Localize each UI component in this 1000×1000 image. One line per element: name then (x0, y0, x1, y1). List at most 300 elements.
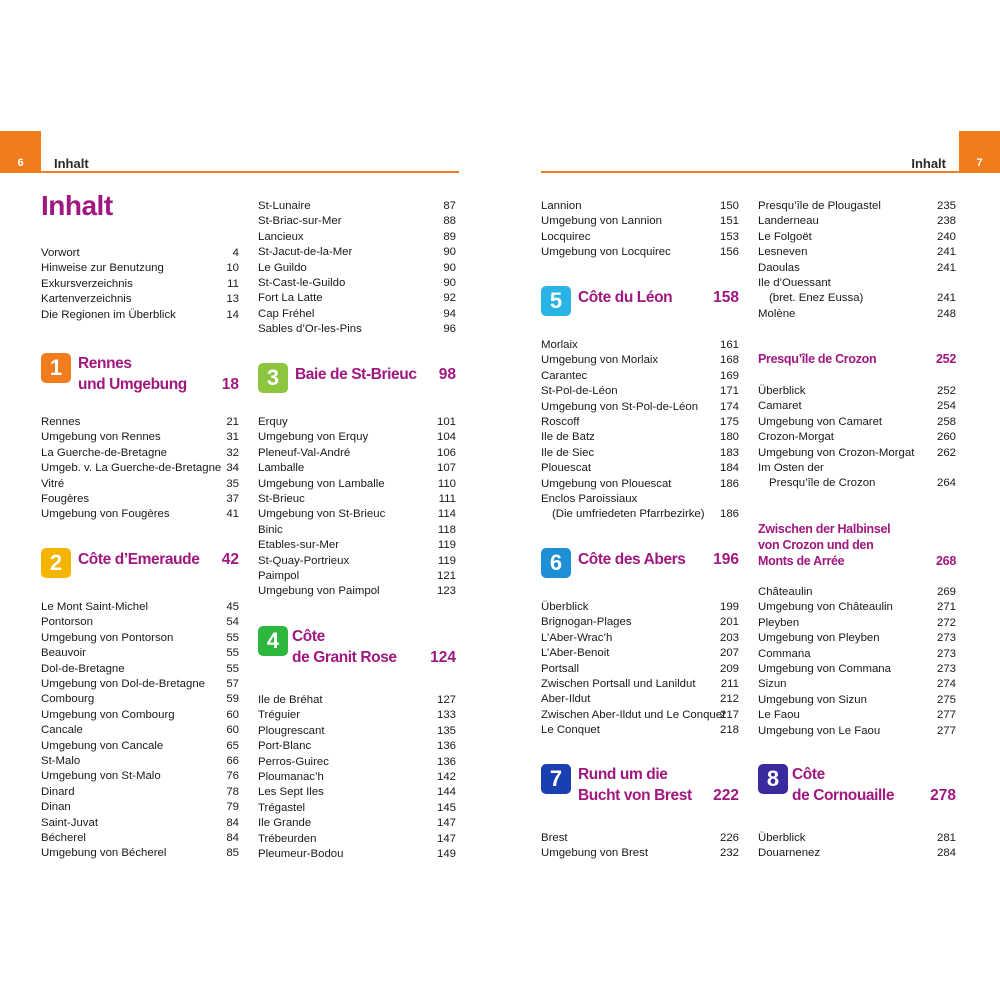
toc-entry-page: 104 (436, 431, 456, 444)
toc-entry[interactable] (758, 460, 956, 476)
toc-entry-title: Überblick (541, 601, 589, 613)
toc-entry[interactable] (541, 476, 739, 492)
toc-entry-title: Lesneven (758, 246, 808, 259)
toc-entry-title: Enclos Paroissiaux (541, 493, 638, 505)
header-title-right: Inhalt (911, 156, 946, 171)
toc-entry-page: 262 (936, 446, 956, 459)
toc-entry-page: 88 (443, 215, 456, 228)
toc-entry[interactable] (41, 676, 239, 692)
toc-entry-title: Les Sept Iles (258, 786, 324, 799)
toc-entry[interactable] (258, 306, 456, 322)
toc-entry[interactable] (258, 476, 456, 492)
toc-entry-title: Brest (541, 832, 568, 844)
toc-entry-page: 89 (443, 230, 456, 243)
chapter-title-line-2: Bucht von Brest (578, 787, 692, 804)
toc-entry[interactable] (258, 522, 456, 538)
toc-entry-title: Dinard (41, 785, 75, 798)
toc-entry-page: 21 (226, 416, 239, 428)
toc-entry-title: Umgebung von Lamballe (258, 477, 385, 490)
toc-entry[interactable] (541, 676, 739, 692)
toc-entry[interactable] (258, 831, 456, 847)
toc-entry-title: Douarnenez (758, 847, 821, 860)
toc-entry[interactable] (541, 614, 739, 630)
toc-entry[interactable] (258, 723, 456, 739)
toc-entry[interactable] (258, 244, 456, 260)
toc-entry-title: Umgebung von Pontorson (41, 631, 174, 644)
toc-entry-title: Umgebung von Camaret (758, 415, 883, 428)
toc-entry[interactable] (258, 229, 456, 245)
toc-entry-title: Binic (258, 523, 283, 536)
toc-entry-title: Umgebung von St-Brieuc (258, 508, 386, 521)
toc-entry-title: Cap Fréhel (258, 307, 315, 320)
chapter-title-line-1: Côte d’Emeraude (78, 551, 200, 568)
chapter-title-line-1: Côte du Léon (578, 289, 673, 306)
toc-entry[interactable] (758, 599, 956, 615)
toc-entry-page: 123 (436, 585, 456, 598)
chapter-title-line-1: Rund um die (578, 766, 668, 783)
toc-entry[interactable] (541, 630, 739, 646)
toc-column-2 (258, 0, 456, 1000)
toc-entry-page: 258 (936, 415, 956, 428)
toc-entry[interactable] (758, 244, 956, 260)
toc-entry-title: Aber-Ildut (541, 693, 591, 706)
toc-entry-title: Presqu’île de Crozon (769, 477, 876, 490)
toc-entry[interactable] (41, 506, 239, 522)
toc-entry-page: 90 (443, 277, 456, 289)
chapter-heading-3[interactable] (258, 363, 456, 413)
toc-entry-title: Commana (758, 647, 811, 660)
toc-entry[interactable] (541, 845, 739, 861)
toc-entry-title: (Die umfriedeten Pfarrbezirke) (552, 508, 705, 521)
subregion-page: 268 (936, 554, 956, 568)
toc-entry-page: 269 (936, 586, 956, 598)
toc-entry-page: 156 (719, 246, 739, 259)
toc-entry-title: Umgebung von Bécherel (41, 847, 167, 860)
chapter-heading-4[interactable] (258, 626, 456, 676)
toc-entry[interactable] (758, 475, 956, 491)
toc-entry[interactable] (41, 260, 239, 276)
toc-entry-page: 133 (436, 709, 456, 722)
toc-entry-title: Vorwort (41, 247, 80, 259)
toc-entry-page: 149 (436, 848, 456, 860)
toc-entry-title: Umgebung von Plouescat (541, 477, 672, 490)
toc-entry-page: 121 (436, 570, 456, 582)
toc-entry-title: Carantec (541, 369, 588, 382)
subregion-heading-crozon[interactable] (758, 351, 956, 367)
chapter-number-badge: 7 (541, 764, 571, 794)
toc-entry-title: Umgebung von Le Faou (758, 724, 881, 737)
toc-entry-title: Plougrescant (258, 724, 325, 737)
toc-entry[interactable] (758, 229, 956, 245)
toc-entry[interactable] (258, 460, 456, 476)
toc-entry[interactable] (541, 661, 739, 677)
toc-entry-title: Ploumanac’h (258, 771, 324, 783)
toc-entry-page: 241 (936, 292, 956, 305)
toc-entry[interactable] (758, 445, 956, 461)
toc-entry[interactable] (541, 399, 739, 415)
toc-entry-page: 201 (719, 616, 739, 629)
toc-entry[interactable] (41, 291, 239, 307)
chapter-heading-2[interactable] (41, 548, 239, 598)
subregion-title-line-3: Monts de Arrée (758, 554, 845, 568)
toc-entry[interactable] (41, 645, 239, 661)
toc-entry[interactable] (758, 260, 956, 276)
toc-entry[interactable] (41, 445, 239, 461)
toc-entry[interactable] (758, 213, 956, 229)
toc-entry[interactable] (541, 429, 739, 445)
toc-entry[interactable] (758, 383, 956, 399)
toc-entry-title: Überblick (758, 385, 806, 397)
toc-entry-title: Pleumeur-Bodou (258, 848, 344, 860)
toc-entry[interactable] (541, 722, 739, 738)
subregion-heading-arree[interactable] (758, 521, 956, 569)
chapter-title-line-1: Rennes (78, 355, 132, 372)
toc-entry-page: 169 (719, 369, 739, 382)
toc-entry-page: 274 (936, 678, 956, 691)
toc-entry-title: Umgebung von Erquy (258, 431, 369, 444)
toc-entry[interactable] (258, 769, 456, 785)
toc-entry[interactable] (541, 707, 739, 723)
toc-entry-title: Lancieux (258, 230, 304, 243)
toc-entry[interactable] (41, 414, 239, 430)
toc-entry-title: Etables-sur-Mer (258, 539, 340, 552)
toc-entry-page: 34 (226, 462, 239, 475)
toc-entry-page: 55 (226, 631, 239, 644)
toc-entry-page: 96 (443, 323, 456, 336)
toc-entry[interactable] (758, 661, 956, 677)
toc-entry[interactable] (258, 800, 456, 816)
toc-entry-page: 147 (436, 832, 456, 845)
toc-entry-title: Erquy (258, 416, 288, 428)
toc-entry[interactable] (758, 830, 956, 846)
chapter-title-line-1: Baie de St-Brieuc (295, 366, 417, 383)
toc-entry[interactable] (41, 815, 239, 831)
toc-entry-page: 10 (226, 262, 239, 275)
toc-entry-page: 241 (936, 246, 956, 259)
toc-entry-page: 13 (226, 293, 239, 306)
toc-entry-page: 217 (719, 708, 739, 721)
toc-entry-title: Pleneuf-Val-André (258, 446, 351, 459)
toc-entry-title: St-Briac-sur-Mer (258, 215, 342, 228)
toc-entry-page: 119 (437, 554, 456, 567)
toc-entry[interactable] (258, 537, 456, 553)
toc-entry-title: Zwischen Aber-Ildut und Le Conquet (541, 708, 726, 721)
toc-entry-title: Zwischen Portsall und Lanildut (541, 678, 696, 690)
toc-entry[interactable] (41, 276, 239, 292)
toc-entry[interactable] (41, 799, 239, 815)
toc-entry-page: 135 (436, 724, 456, 737)
toc-entry-title: Port-Blanc (258, 740, 312, 753)
toc-entry-page: 248 (936, 307, 956, 320)
toc-entry-page: 153 (719, 230, 739, 243)
toc-entry-title: Perros-Guirec (258, 755, 329, 768)
toc-entry[interactable] (258, 275, 456, 291)
toc-column-3 (541, 0, 739, 1000)
toc-entry-page: 254 (936, 400, 956, 413)
toc-entry-title: Im Osten der (758, 462, 824, 474)
toc-entry-page: 252 (936, 385, 956, 397)
toc-entry[interactable] (758, 429, 956, 445)
toc-entry[interactable] (758, 398, 956, 414)
toc-entry-title: Ile d’Ouessant (758, 277, 831, 289)
toc-entry-title: Hinweise zur Benutzung (41, 262, 164, 275)
toc-entry-title: L’Aber-Wrac’h (541, 631, 613, 644)
toc-entry-title: Rennes (41, 416, 81, 428)
toc-entry[interactable] (758, 676, 956, 692)
toc-entry-title: Die Regionen im Überblick (41, 308, 176, 321)
toc-entry-title: Fort La Latte (258, 292, 323, 305)
chapter-title-line-1: Côte des Abers (578, 551, 686, 568)
toc-entry[interactable] (41, 661, 239, 677)
toc-entry[interactable] (541, 445, 739, 461)
toc-entry-title: Dinan (41, 801, 71, 814)
toc-entry-title: Bécherel (41, 832, 86, 844)
toc-entry-page: 79 (226, 801, 239, 814)
toc-entry[interactable] (541, 506, 739, 522)
toc-entry-title: Umgebung von St-Pol-de-Léon (541, 400, 699, 413)
toc-entry-title: Cancale (41, 724, 83, 737)
toc-entry-title: Châteaulin (758, 586, 813, 598)
toc-entry-page: 14 (226, 308, 239, 321)
toc-entry[interactable] (258, 506, 456, 522)
toc-entry[interactable] (541, 213, 739, 229)
toc-entry[interactable] (541, 491, 739, 507)
toc-entry-title: Dol-de-Bretagne (41, 662, 125, 675)
toc-entry-page: 209 (719, 662, 739, 675)
toc-entry-page: 273 (936, 632, 956, 645)
toc-entry-page: 218 (719, 724, 739, 737)
toc-entry-page: 145 (436, 801, 456, 814)
chapter-number-badge: 3 (258, 363, 288, 393)
toc-entry-page: 168 (719, 354, 739, 367)
toc-entry-page: 11 (227, 277, 239, 290)
toc-entry[interactable] (41, 845, 239, 861)
toc-entry-title: (bret. Enez Eussa) (769, 292, 864, 305)
toc-entry[interactable] (258, 260, 456, 276)
toc-entry[interactable] (258, 445, 456, 461)
toc-entry-page: 186 (719, 477, 739, 490)
toc-entry-page: 54 (226, 616, 239, 629)
chapter-title-line-2: de Granit Rose (292, 649, 397, 666)
toc-entry[interactable] (758, 723, 956, 739)
toc-entry[interactable] (541, 198, 739, 214)
toc-entry-page: 240 (936, 230, 956, 243)
toc-entry[interactable] (758, 707, 956, 723)
toc-entry-title: Camaret (758, 400, 802, 413)
toc-entry[interactable] (541, 645, 739, 661)
toc-entry[interactable] (41, 491, 239, 507)
subregion-title-line-2: von Crozon und den (758, 538, 874, 552)
toc-entry-title: Ile de Bréhat (258, 694, 323, 706)
toc-entry[interactable] (258, 692, 456, 708)
chapter-page: 222 (713, 787, 739, 804)
toc-entry-title: Umgebung von Locquirec (541, 246, 671, 259)
toc-entry[interactable] (758, 306, 956, 322)
toc-entry-page: 127 (436, 694, 456, 706)
toc-entry[interactable] (41, 307, 239, 323)
page-number-right: 7 (976, 157, 983, 169)
page-title: Inhalt (41, 190, 113, 221)
toc-entry[interactable] (258, 568, 456, 584)
toc-entry[interactable] (758, 414, 956, 430)
chapter-heading-7[interactable] (541, 764, 739, 814)
toc-entry[interactable] (758, 615, 956, 631)
toc-entry[interactable] (258, 213, 456, 229)
toc-entry-title: Lannion (541, 200, 582, 212)
toc-entry-page: 84 (226, 832, 239, 844)
chapter-title-line-1: Côte (792, 766, 825, 783)
toc-entry-title: Ile de Siec (541, 446, 595, 459)
toc-entry[interactable] (41, 245, 239, 261)
toc-entry[interactable] (41, 476, 239, 492)
chapter-heading-1[interactable] (41, 353, 239, 403)
toc-entry[interactable] (258, 491, 456, 507)
toc-entry[interactable] (541, 383, 739, 399)
toc-entry-page: 90 (443, 246, 456, 259)
toc-entry-title: Pleyben (758, 616, 800, 629)
toc-entry[interactable] (41, 707, 239, 723)
toc-entry[interactable] (258, 198, 456, 214)
toc-entry-page: 142 (436, 771, 456, 783)
toc-entry[interactable] (541, 830, 739, 846)
toc-entry[interactable] (541, 229, 739, 245)
toc-entry-title: Trégastel (258, 801, 306, 814)
toc-entry[interactable] (758, 646, 956, 662)
toc-entry[interactable] (758, 630, 956, 646)
toc-entry-page: 107 (436, 462, 456, 475)
toc-entry-title: Landerneau (758, 215, 819, 228)
toc-entry-title: Lamballe (258, 462, 305, 475)
toc-entry-title: Umgebung von Cancale (41, 739, 164, 752)
toc-entry-page: 241 (936, 261, 956, 274)
toc-entry-page: 186 (719, 508, 739, 521)
toc-entry[interactable] (41, 429, 239, 445)
toc-entry[interactable] (41, 830, 239, 846)
toc-entry-page: 271 (936, 601, 956, 614)
toc-entry[interactable] (541, 352, 739, 368)
subregion-title-line-1: Zwischen der Halbinsel (758, 522, 891, 536)
toc-entry[interactable] (541, 368, 739, 384)
toc-entry-page: 101 (436, 416, 456, 428)
toc-entry-title: Umgebung von Commana (758, 663, 891, 675)
toc-entry-page: 65 (226, 739, 239, 752)
toc-entry-page: 184 (719, 462, 739, 475)
toc-entry-page: 273 (936, 647, 956, 660)
toc-entry-page: 272 (936, 616, 956, 629)
toc-entry-title: Umgebung von Pleyben (758, 632, 880, 645)
toc-entry-page: 57 (226, 678, 239, 690)
subregion-title: Presqu’île de Crozon (758, 352, 877, 366)
toc-entry-page: 84 (226, 816, 239, 829)
toc-entry[interactable] (258, 429, 456, 445)
toc-entry-title: Umgebung von Crozon-Morgat (758, 446, 915, 459)
toc-entry[interactable] (258, 414, 456, 430)
toc-entry-title: Plouescat (541, 462, 592, 475)
toc-entry[interactable] (758, 845, 956, 861)
toc-entry-page: 260 (936, 431, 956, 444)
toc-entry[interactable] (258, 784, 456, 800)
toc-entry-page: 111 (438, 493, 456, 505)
toc-entry-page: 59 (226, 693, 239, 706)
toc-entry[interactable] (258, 321, 456, 337)
toc-entry[interactable] (41, 630, 239, 646)
toc-entry[interactable] (258, 707, 456, 723)
toc-entry[interactable] (758, 692, 956, 708)
toc-entry-title: Exkursverzeichnis (41, 277, 133, 290)
toc-entry[interactable] (41, 614, 239, 630)
chapter-heading-8[interactable] (758, 764, 956, 814)
toc-entry[interactable] (541, 414, 739, 430)
toc-entry-page: 94 (443, 307, 456, 320)
toc-entry-title: St-Cast-le-Guildo (258, 277, 346, 289)
toc-entry[interactable] (258, 290, 456, 306)
toc-entry-page: 144 (436, 786, 456, 799)
toc-entry[interactable] (541, 460, 739, 476)
toc-entry-title: Kartenverzeichnis (41, 293, 132, 306)
toc-entry-page: 32 (226, 446, 239, 459)
toc-entry-page: 76 (226, 770, 239, 783)
toc-entry[interactable] (541, 244, 739, 260)
toc-entry[interactable] (41, 599, 239, 615)
toc-entry-title: Umgebung von Fougères (41, 508, 170, 521)
chapter-page: 124 (430, 649, 456, 666)
toc-entry-page: 55 (226, 662, 239, 675)
toc-entry-title: St-Quay-Portrieux (258, 554, 350, 567)
chapter-heading-6[interactable] (541, 548, 739, 598)
toc-entry-title: Umgebung von Combourg (41, 708, 175, 721)
toc-entry-page: 226 (719, 832, 739, 844)
subregion-page: 252 (936, 352, 956, 366)
toc-entry-page: 66 (226, 755, 239, 767)
toc-entry-title: Combourg (41, 693, 95, 706)
toc-entry[interactable] (41, 768, 239, 784)
toc-entry-page: 275 (936, 693, 956, 706)
toc-entry[interactable] (758, 275, 956, 291)
toc-entry[interactable] (41, 460, 239, 476)
toc-entry[interactable] (258, 583, 456, 599)
toc-entry[interactable] (41, 784, 239, 800)
toc-entry[interactable] (758, 584, 956, 600)
chapter-heading-5[interactable] (541, 286, 739, 336)
toc-entry[interactable] (258, 846, 456, 862)
toc-entry-title: L’Aber-Benoit (541, 647, 610, 660)
toc-entry[interactable] (758, 198, 956, 214)
toc-entry-page: 277 (936, 709, 956, 722)
page-number-tab-left (0, 131, 41, 173)
toc-entry[interactable] (41, 738, 239, 754)
header-title-left: Inhalt (54, 156, 89, 171)
toc-entry-title: Portsall (541, 662, 579, 675)
toc-entry[interactable] (41, 753, 239, 769)
toc-entry[interactable] (41, 722, 239, 738)
toc-entry-page: 199 (719, 601, 739, 613)
toc-entry-title: St-Lunaire (258, 200, 311, 212)
toc-entry[interactable] (541, 337, 739, 353)
chapter-number-badge: 5 (541, 286, 571, 316)
toc-entry[interactable] (258, 738, 456, 754)
toc-entry[interactable] (258, 754, 456, 770)
toc-entry-title: Daoulas (758, 261, 800, 274)
toc-entry-page: 238 (936, 215, 956, 228)
toc-entry[interactable] (541, 599, 739, 615)
toc-entry[interactable] (541, 691, 739, 707)
toc-entry-title: Umgebung von Rennes (41, 431, 161, 444)
toc-entry[interactable] (258, 815, 456, 831)
toc-entry[interactable] (758, 290, 956, 306)
toc-entry[interactable] (258, 553, 456, 569)
toc-entry[interactable] (41, 691, 239, 707)
toc-entry-page: 78 (226, 785, 239, 798)
